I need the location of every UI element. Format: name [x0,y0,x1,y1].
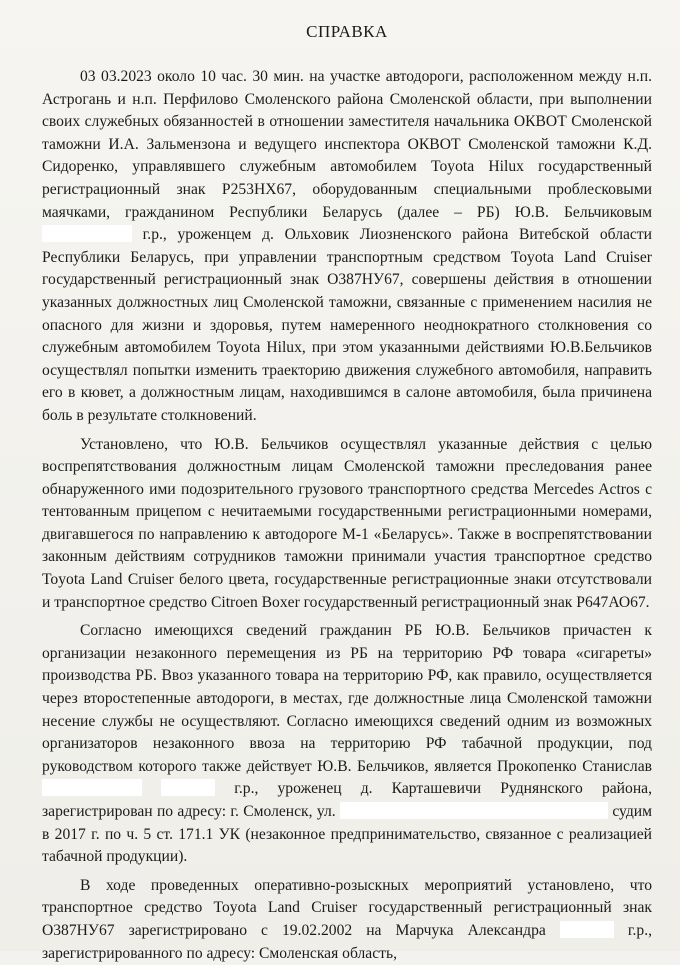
paragraph [42,66,652,428]
paragraph-text: Установлено, что Ю.В. Бельчиков осуществлял указанные действия с целью воспрепятствования должностным лицам Смоленской таможни преследования ранее обнаруженного ими подозрительного грузового транспортного средства Mercedes Actros с тентованным прицепом с нечитаемыми государственными регистрационными номерами, двигавшегося по направлению к автодороге М-1 «Беларусь». Также в воспрепятствовании законным действиям сотрудников таможни принимали участия транспортное средство Toyota Land Cruiser белого цвета, государственные регистрационные знаки отсутствовали и транспортное средство Citroen Boxer государственный регистрационный знак Р647АО67. [42,435,652,611]
paragraph-text: г.р., уроженец д. Карташевичи Руднянского района, зарегистрирован по адресу: г. Смоленск, ул. [42,780,652,820]
redaction-box [340,802,608,819]
paragraph-text: В ходе проведенных оперативно-розыскных мероприятий установлено, что транспортное средство Toyota Land Cruiser государственный регистрационный знак О387НУ67 зарегистрировано с 19.02.2002 на Марчука Александра [42,876,652,939]
redaction-box [560,921,614,938]
paragraph-text: Согласно имеющихся сведений гражданин РБ Ю.В. Бельчиков причастен к организации незаконного перемещения из РБ на территорию РФ товара «сигареты» производства РБ. Ввоз указанного товара на территорию РФ, как правило, осуществляется через второстепенные автодороги, в местах, где должностные лица Смоленской таможни несение службы не осуществляют. Согласно имеющихся сведений одним из возможных организаторов незаконного ввоза на территорию РФ табачной продукции, под руководством которого также действует Ю.В. Бельчиков, является Прокопенко Станислав [42,622,652,775]
paragraph-text: судим в 2017 г. по ч. 5 ст. 171.1 УК (незаконное предпринимательство, связанное с реализацией табачной продукции). [42,803,653,866]
redaction-box [42,225,132,242]
paragraph-text [142,780,161,797]
paragraph [42,620,652,869]
redaction-box [161,779,215,796]
document-body [42,66,652,965]
paragraph-text: г.р., зарегистрированного по адресу: Смоленская область, [42,921,652,962]
paragraph [42,434,652,615]
paragraph-text: 03 03.2023 около 10 час. 30 мин. на участке автодороги, расположенном между н.п. Астрогань и н.п. Перфилово Смоленского района Смоленской области, при выполнении своих служебных обязанностей в отношении заместителя начальника ОКВОТ Смоленской таможни И.А. Зальмензона и ведущего инспектора ОКВОТ Смоленской таможни К.Д. Сидоренко, управлявшего служебным автомобилем Toyota Hilux государственный регистрационный знак Р253НХ67, оборудованным специальными проблесковыми маячками, гражданином Республики Беларусь (далее – РБ) Ю.В. Бельчиковым [42,68,652,221]
paragraph-text: г.р., уроженцем д. Ольховик Лиозненского района Витебской области Республики Беларусь, при управлении транспортным средством Toyota Land Cruiser государственный регистрационный знак О387НУ67, совершены действия в отношении указанных должностных лиц Смоленской таможни, связанные с применением насилия не опасного для жизни и здоровья, путем намеренного неоднократного столкновения со служебным автомобилем Toyota Hilux, при этом указанными действиями Ю.В.Бельчиков осуществлял попытки изменить траекторию движения служебного автомобиля, направить его в кювет, а должностным лицам, находившимся в салоне автомобиля, была причинена боль в результате столкновений. [42,226,652,424]
paragraph [42,875,652,965]
redaction-box [42,779,142,796]
document-title: СПРАВКА [306,22,388,41]
